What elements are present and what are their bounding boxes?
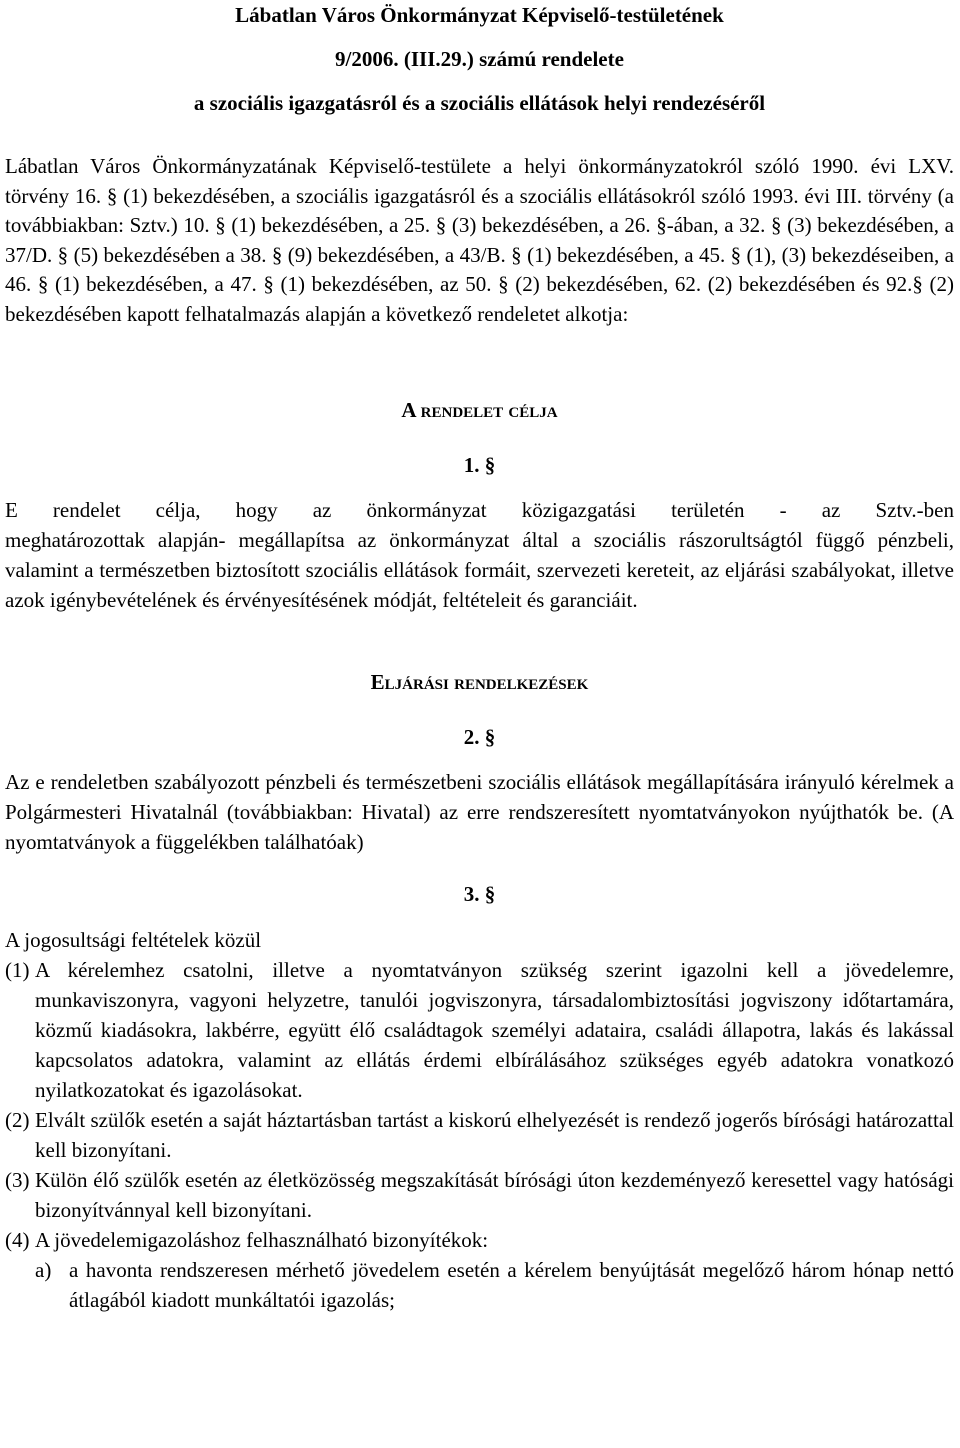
list-item-marker: (4): [5, 1228, 30, 1252]
list-item-text: A jövedelemigazoláshoz felhasználható bizonyítékok:: [35, 1228, 489, 1252]
preamble: Lábatlan Város Önkormányzatának Képviselő-testülete a helyi önkormányzatokról szóló 1990. évi LXV. törvény 16. § (1) bekezdésében, a szociális igazgatásról és a szociális ellátásokról szóló 1993. évi III. törvény (a továbbiakban: Sztv.) 10. § (1) bekezdésében, a 25. § (3) bekezdésében, a 26. §-ában, a 32. § (3) bekezdésében, a 37/D. § (5) bekezdésében a 38. § (9) bekezdésében, a 43/B. § (1) bekezdésében, a 45. § (1), (3) bekezdéseiben, a 46. § (1) bekezdésében, a 47. § (1) bekezdésében, az 50. § (2) bekezdésében, 62. (2) bekezdésében és 92.§ (2) bekezdésében kapott felhatalmazás alapján a következő rendeletet alkotja:: [5, 154, 954, 326]
header-line-3: a szociális igazgatásról és a szociális ellátások helyi rendezéséről: [193, 91, 766, 115]
paragraph-number-1: 1. §: [463, 453, 496, 477]
list-item-text: Külön élő szülők esetén az életközösség megszakítását bírósági úton kezdeményező keresettel vagy hatósági bizonyítvánnyal kell bizonyítani.: [35, 1168, 954, 1222]
list-item: [5, 955, 954, 1105]
section-1-first-line: E rendelet célja, hogy az önkormányzat közigazgatási területén - az Sztv.-ben: [5, 498, 954, 522]
document-header: [5, 0, 954, 133]
section-title-2: Eljárási rendelkezések: [370, 670, 589, 694]
paragraph-number-2: 2. §: [463, 725, 496, 749]
sub-list-item-text: a havonta rendszeresen mérhető jövedelem esetén a kérelem benyújtását megelőző három hónap nettó átlagából kiadott munkáltatói igazolás;: [69, 1258, 954, 1312]
sub-list-item-marker: a): [35, 1258, 52, 1282]
header-line-2: 9/2006. (III.29.) számú rendelete: [335, 47, 624, 71]
list-item-marker: (3): [5, 1168, 30, 1192]
list-item: [5, 1165, 954, 1225]
paragraph-number-3: 3. §: [463, 882, 496, 906]
section-title-1: A rendelet célja: [401, 398, 558, 422]
section-3-intro: A jogosultsági feltételek közül: [5, 928, 262, 952]
list-item-text: Elvált szülők esetén a saját háztartásban tartást a kiskorú elhelyezését is rendező jogerős bírósági határozattal kell bizonyítani.: [35, 1108, 954, 1162]
sub-list-item: [5, 1255, 954, 1315]
list-item: [5, 1225, 954, 1255]
list-item: [5, 1105, 954, 1165]
header-line-1: Lábatlan Város Önkormányzat Képviselő-testületének: [235, 3, 724, 27]
list-item-marker: (1): [5, 958, 30, 982]
section-2-text: Az e rendeletben szabályozott pénzbeli és természetbeni szociális ellátások megállapítására irányuló kérelmek a Polgármesteri Hivatalnál (továbbiakban: Hivatal) az erre rendszeresített nyomtatványokon nyújthatók be. (A nyomtatványok a függelékben találhatóak): [5, 770, 954, 854]
section-1-text: meghatározottak alapján- megállapítsa az önkormányzat által a szociális rászorultságtól függő pénzbeli, valamint a természetben biztosított szociális ellátások formáit, szervezeti kereteit, az eljárási szabályokat, illetve azok igénybevételének és érvényesítésének módját, feltételeit és garanciáit.: [5, 528, 954, 612]
list-item-marker: (2): [5, 1108, 30, 1132]
list-item-text: A kérelemhez csatolni, illetve a nyomtatványon szükség szerint igazolni kell a jövedelemre, munkaviszonyra, vagyoni helyzetre, tanulói jogviszonyra, társadalombiztosítási jogviszony időtartamára, közmű kiadásokra, lakbérre, együtt élő családtagok személyi adataira, családi állapotra, lakás és lakással kapcsolatos adatokra, valamint az ellátás érdemi elbírálásához szükséges egyéb adatokra vonatkozó nyilatkozatokat és igazolásokat.: [35, 958, 954, 1102]
